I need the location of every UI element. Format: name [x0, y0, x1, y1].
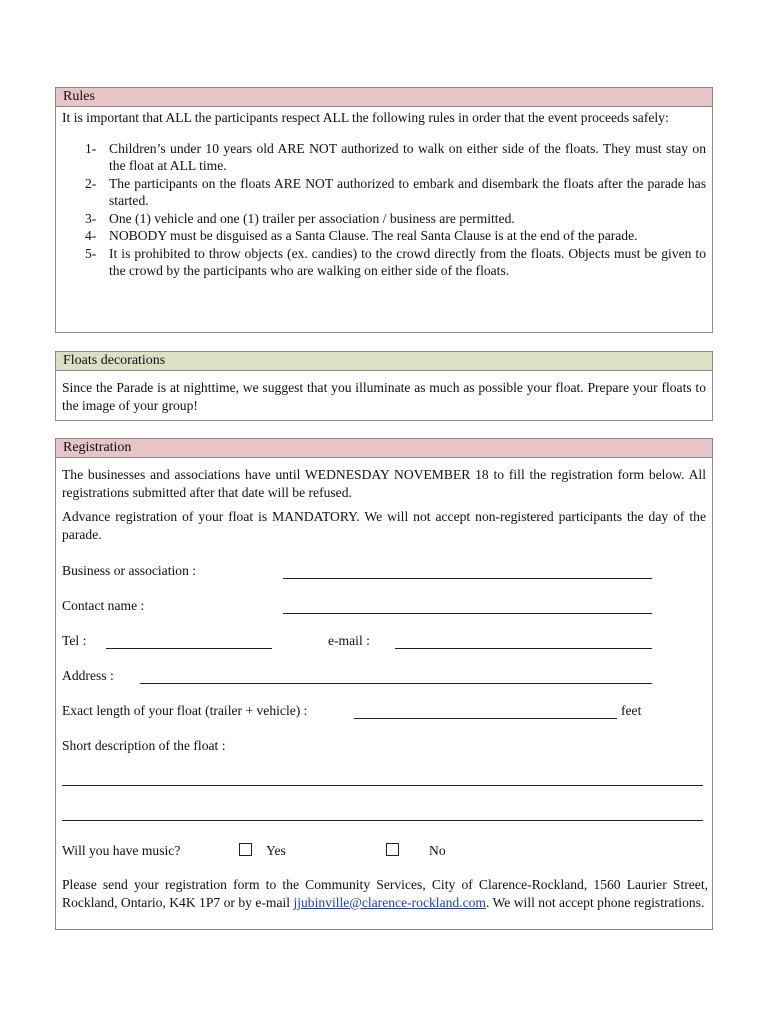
rules-section: [55, 87, 713, 333]
contact-email-link[interactable]: jjubinville@clarence-rockland.com: [293, 894, 486, 910]
address-label: Address :: [62, 668, 114, 683]
rule-item: 4- NOBODY must be disguised as a Santa Clause. The real Santa Clause is at the end of the parade.: [85, 228, 638, 243]
description-label: Short description of the float :: [62, 738, 226, 753]
rule-item: 3- One (1) vehicle and one (1) trailer per association / business are permitted.: [85, 210, 515, 226]
music-no-checkbox[interactable]: [386, 843, 399, 856]
rules-intro: It is important that ALL the participants respect ALL the following rules in order that the event proceeds safely:: [62, 110, 669, 125]
length-input[interactable]: [354, 718, 617, 719]
tel-label: Tel :: [62, 633, 87, 648]
rules-content: [56, 107, 712, 280]
submission-instructions: Please send your registration form to the Community Services, City of Clarence-Rockland, 1560 Laurier Street, Rockland, Ontario, K4K 1P7 or by e-mail jjubinville@clarence-rockland.com. We will not accept phone registrations.: [62, 877, 708, 910]
decorations-section: [55, 351, 713, 421]
music-no-label: No: [429, 843, 446, 858]
business-label: Business or association :: [62, 563, 197, 578]
rule-item: 2- The participants on the floats ARE NOT authorized to embark and disembark the floats after the parade has started.: [85, 175, 706, 208]
description-line-2[interactable]: [62, 820, 703, 821]
tel-input[interactable]: [106, 648, 272, 649]
business-input[interactable]: [283, 578, 652, 579]
rule-item: 5- It is prohibited to throw objects (ex. candies) to the crowd directly from the floats. Objects must be given to the crowd by the participants who are walking on either side of the floats.: [85, 245, 706, 278]
registration-section: [55, 438, 713, 930]
registration-intro: [56, 458, 712, 543]
address-input[interactable]: [140, 683, 652, 684]
decorations-header: Floats decorations: [56, 352, 712, 371]
email-label: e-mail :: [328, 633, 370, 648]
deadline-text: The businesses and associations have until WEDNESDAY NOVEMBER 18 to fill the registration form below. All registrations submitted after that date will be refused.: [62, 467, 706, 500]
decorations-text: Since the Parade is at nighttime, we suggest that you illuminate as much as possible your float. Prepare your floats to the image of your group!: [62, 380, 706, 413]
contact-label: Contact name :: [62, 598, 145, 613]
mandatory-text: Advance registration of your float is MANDATORY. We will not accept non-registered participants the day of the parade.: [62, 509, 706, 542]
music-question: Will you have music?: [62, 843, 181, 858]
contact-input[interactable]: [283, 613, 652, 614]
registration-header: Registration: [56, 439, 712, 458]
rule-item: 1- Children’s under 10 years old ARE NOT authorized to walk on either side of the floats. They must stay on the float at ALL time.: [85, 140, 706, 173]
rules-header: Rules: [56, 88, 712, 107]
email-input[interactable]: [395, 648, 652, 649]
length-unit: feet: [621, 703, 642, 718]
description-line-1[interactable]: [62, 785, 703, 786]
decorations-content: [56, 371, 712, 414]
music-yes-checkbox[interactable]: [239, 843, 252, 856]
length-label: Exact length of your float (trailer + vehicle) :: [62, 703, 308, 718]
music-yes-label: Yes: [266, 843, 286, 858]
rules-list: [62, 140, 706, 280]
